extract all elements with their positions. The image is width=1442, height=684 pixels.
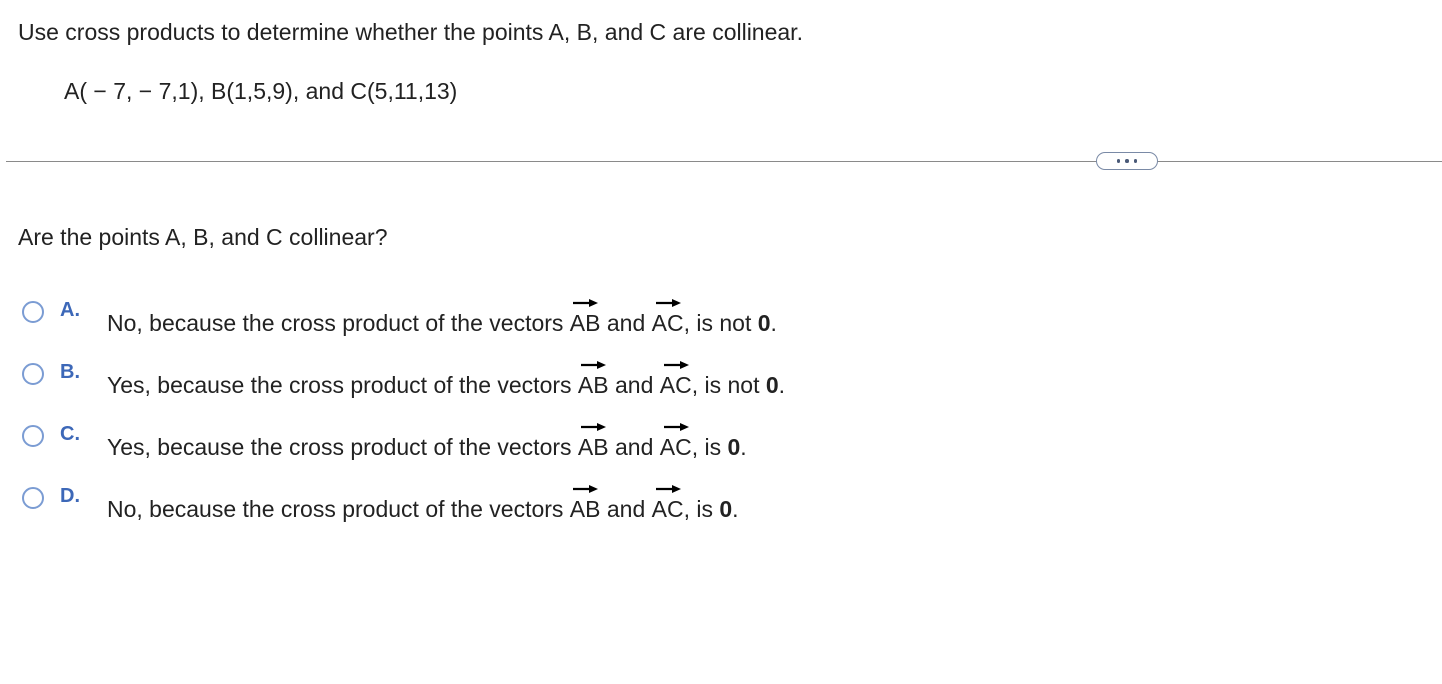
option-text-part: , is [683,496,720,522]
option-text-part: Yes, because the cross product of the vectors [107,372,578,398]
vector-ab [578,433,609,461]
option-d[interactable] [22,484,842,524]
vector-ac [652,495,684,523]
option-text-part: and [600,310,652,336]
zero-vector: 0 [719,496,733,522]
radio-button[interactable] [22,301,44,323]
option-b[interactable] [22,360,892,400]
vector-label: AC [659,434,692,460]
vector-ac [660,371,692,399]
option-letter: B. [60,361,80,383]
option-text-part: . [740,434,747,460]
vector-arrow-icon [663,422,689,432]
option-text-part: No, because the cross product of the vectors [107,496,570,522]
option-text [107,309,777,337]
option-text-part: . [770,310,777,336]
vector-arrow-icon [572,484,598,494]
vector-arrow-icon [580,360,606,370]
vector-ac [660,433,692,461]
vector-ab [570,309,601,337]
vector-ab [570,495,601,523]
points-definition: A( − 7, − 7,1), B(1,5,9), and C(5,11,13) [64,78,458,104]
option-text-part: and [608,434,660,460]
vector-label: AB [569,496,601,522]
show-more-button[interactable] [1096,152,1158,170]
vector-label: AC [651,310,684,336]
vector-arrow-icon [655,484,681,494]
radio-button[interactable] [22,487,44,509]
vector-arrow-icon [663,360,689,370]
vector-arrow-icon [572,298,598,308]
zero-vector: 0 [757,310,771,336]
option-a[interactable] [22,298,882,338]
ellipsis-icon [1134,159,1138,163]
ellipsis-icon [1117,159,1121,163]
vector-arrow-icon [580,422,606,432]
option-text-part: , is not [683,310,758,336]
radio-button[interactable] [22,425,44,447]
option-text [107,433,747,461]
option-text-part: and [608,372,660,398]
option-text-part: and [600,496,652,522]
vector-label: AB [577,434,609,460]
option-text-part: Yes, because the cross product of the vectors [107,434,578,460]
option-text-part: , is not [691,372,766,398]
vector-ac [652,309,684,337]
option-text-part: , is [691,434,728,460]
vector-label: AB [569,310,601,336]
radio-button[interactable] [22,363,44,385]
zero-vector: 0 [727,434,741,460]
option-text [107,495,739,523]
problem-prompt: Use cross products to determine whether the points A, B, and C are collinear. [18,19,803,45]
option-c[interactable] [22,422,852,462]
option-text-part: . [778,372,786,398]
option-letter: C. [60,423,80,445]
option-text-part: No, because the cross product of the vectors [107,310,570,336]
vector-label: AB [577,372,609,398]
vector-ab [578,371,609,399]
vector-arrow-icon [655,298,681,308]
option-letter: A. [60,299,80,321]
vector-label: AC [651,496,684,522]
option-letter: D. [60,485,80,507]
section-divider [6,161,1442,162]
option-text [107,371,785,399]
ellipsis-icon [1125,159,1129,163]
vector-label: AC [659,372,692,398]
zero-vector: 0 [765,372,779,398]
question-text: Are the points A, B, and C collinear? [18,224,388,250]
option-text-part: . [732,496,739,522]
